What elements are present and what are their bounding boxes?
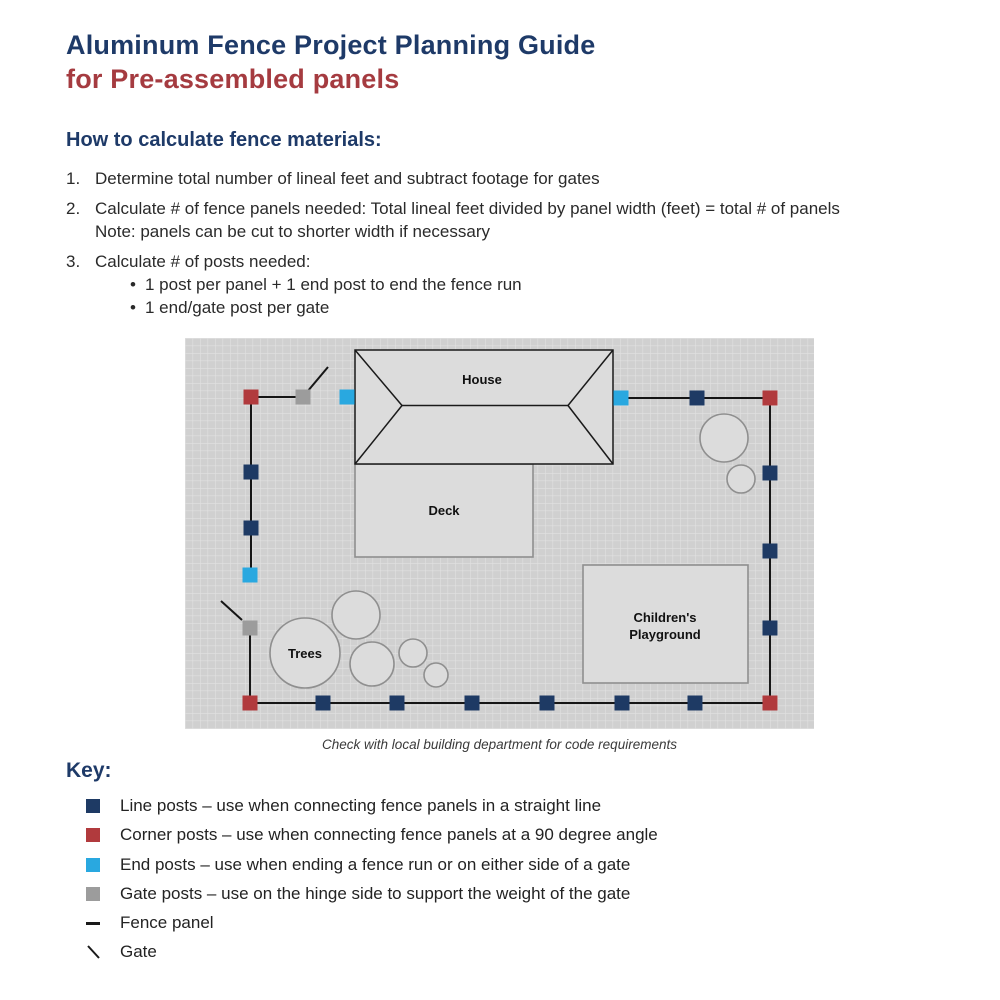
line-post-icon xyxy=(615,696,630,711)
list-item xyxy=(66,250,956,273)
list-text: Determine total number of lineal feet and subtract footage for gates xyxy=(95,169,600,188)
end-post-icon xyxy=(86,858,100,872)
line-post-icon xyxy=(316,696,331,711)
key-label: Gate xyxy=(120,942,157,961)
line-post-icon xyxy=(763,466,778,481)
end-post-icon xyxy=(340,390,355,405)
key-row-gate-posts xyxy=(86,884,630,904)
key-label: Line posts – use when connecting fence panels in a straight line xyxy=(120,796,602,815)
end-post-icon xyxy=(243,568,258,583)
line-post-icon xyxy=(86,799,100,813)
key-label: Gate posts – use on the hinge side to support the weight of the gate xyxy=(120,884,631,903)
tree-circle xyxy=(399,639,427,667)
bullet-text: 1 end/gate post per gate xyxy=(145,298,330,317)
gate-icon xyxy=(86,944,100,960)
house-shape xyxy=(355,350,613,464)
corner-post-icon xyxy=(763,696,778,711)
line-post-icon xyxy=(244,521,259,536)
gate-post-icon xyxy=(243,621,258,636)
bush-circle xyxy=(727,465,755,493)
gate-post-icon xyxy=(86,887,100,901)
corner-post-icon xyxy=(244,390,259,405)
site-plan-diagram xyxy=(185,338,814,729)
tree-circle xyxy=(424,663,448,687)
key-label: Corner posts – use when connecting fence panels at a 90 degree angle xyxy=(120,825,658,844)
playground-label-line2: Playground xyxy=(629,627,701,642)
house-label: House xyxy=(462,372,502,387)
fence-panel-icon xyxy=(86,922,100,925)
page-title: Aluminum Fence Project Planning Guide xyxy=(66,30,596,60)
section-heading-calculate: How to calculate fence materials: xyxy=(66,129,382,151)
corner-post-icon xyxy=(763,391,778,406)
tree-circle xyxy=(332,591,380,639)
bullet-icon: • xyxy=(130,275,136,294)
bullet-text: 1 post per panel + 1 end post to end the fence run xyxy=(145,275,522,294)
bush-circle xyxy=(700,414,748,462)
list-number: 3. xyxy=(66,252,81,271)
corner-post-icon xyxy=(243,696,258,711)
list-number: 2. xyxy=(66,199,81,218)
line-post-icon xyxy=(763,544,778,559)
line-post-icon xyxy=(540,696,555,711)
line-post-icon xyxy=(763,621,778,636)
list-sub-bullet xyxy=(130,273,956,296)
gate-post-icon xyxy=(296,390,311,405)
list-text-line: Calculate # of fence panels needed: Total lineal feet divided by panel width (feet) = total # of panels xyxy=(95,199,840,218)
end-post-icon xyxy=(614,391,629,406)
list-item xyxy=(66,197,956,243)
line-post-icon xyxy=(465,696,480,711)
key-row-end-posts xyxy=(86,855,630,875)
list-text: Calculate # of posts needed: xyxy=(95,252,311,271)
instruction-list xyxy=(66,160,956,319)
list-text-line: Note: panels can be cut to shorter width if necessary xyxy=(95,222,490,241)
list-number: 1. xyxy=(66,169,81,188)
site-plan-svg xyxy=(185,338,814,729)
key-heading: Key: xyxy=(66,759,112,782)
list-text xyxy=(95,197,840,243)
line-post-icon xyxy=(390,696,405,711)
key-row-corner-posts xyxy=(86,825,658,845)
key-row-gate xyxy=(86,942,157,962)
playground-label-line1: Children's xyxy=(633,610,697,625)
bullet-icon: • xyxy=(130,298,136,317)
deck-label: Deck xyxy=(428,503,460,518)
list-item xyxy=(66,167,956,190)
line-post-icon xyxy=(690,391,705,406)
key-row-line-posts xyxy=(86,796,601,816)
trees-label: Trees xyxy=(288,646,322,661)
key-label: Fence panel xyxy=(120,913,214,932)
diagram-caption: Check with local building department for code requirements xyxy=(322,737,677,752)
tree-circle xyxy=(350,642,394,686)
line-post-icon xyxy=(688,696,703,711)
key-row-fence-panel xyxy=(86,913,214,933)
line-post-icon xyxy=(244,465,259,480)
corner-post-icon xyxy=(86,828,100,842)
list-sub-bullet xyxy=(130,296,956,319)
page-subtitle: for Pre-assembled panels xyxy=(66,64,400,94)
key-label: End posts – use when ending a fence run or on either side of a gate xyxy=(120,855,631,874)
